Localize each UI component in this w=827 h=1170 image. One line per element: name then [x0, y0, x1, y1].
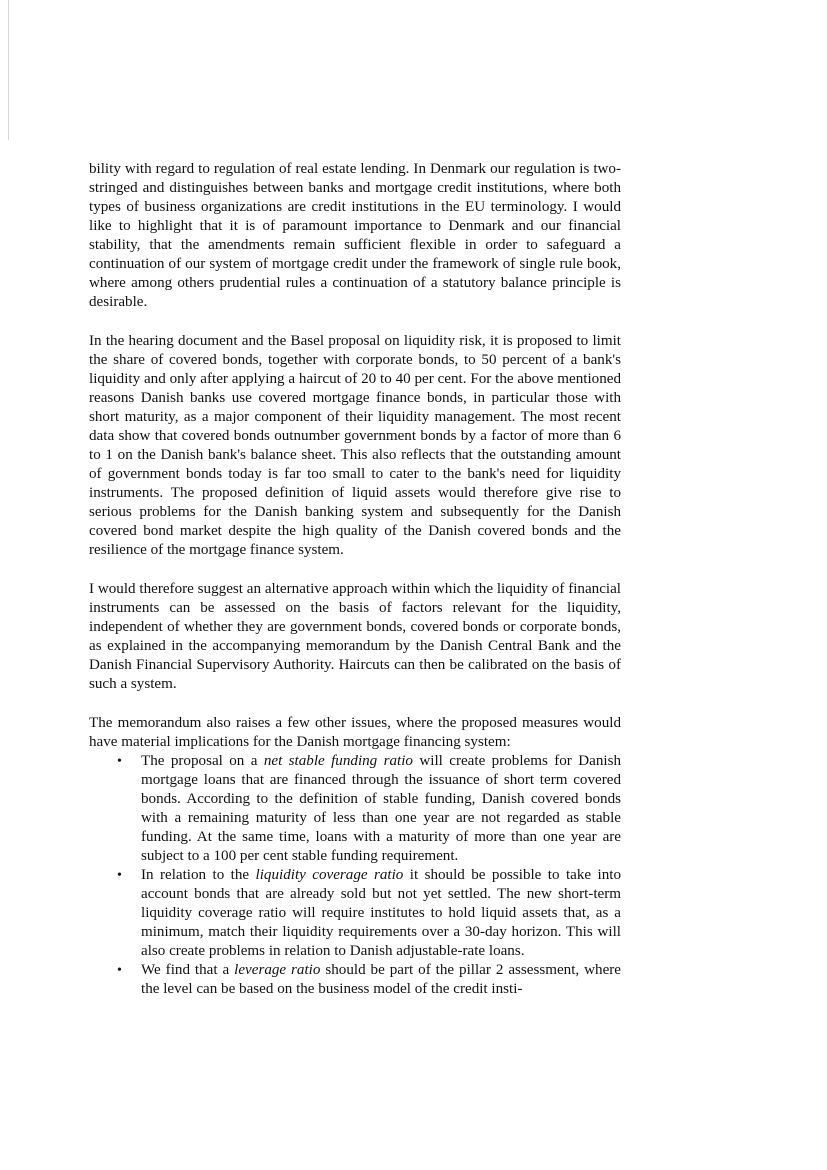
paragraph-liquidity-risk: In the hearing document and the Basel proposal on liquidity risk, it is proposed to limit the share of covered bonds, together with corporate bonds, to 50 percent of a bank's liquidity and only after applying a haircut of 20 to 40 per cent. For the above mentioned reasons Danish banks use covered mortgage finance bonds, in particular those with short maturity, as a major component of their liquidity management. The most recent data show that covered bonds outnumber government bonds by a factor of more than 6 to 1 on the Danish bank's balance sheet. This also reflects that the outstanding amount of government bonds today is far too small to cater to the bank's need for liquidity instruments. The proposed definition of liquid assets would therefore give rise to serious problems for the Danish banking system and subsequently for the Danish covered bond market despite the high quality of the Danish covered bonds and the resilience of the mortgage finance system. [89, 333, 621, 558]
issues-list [89, 752, 621, 999]
document-page [89, 160, 621, 999]
list-item-text-post: will create problems for Danish mortgage loans that are financed through the issuance of short term covered bonds. According to the definition of stable funding, Danish covered bonds with a remaining maturity of less than one year are not regarded as stable funding. At the same time, loans with a maturity of more than one year are subject to a 100 per cent stable funding requirement. [141, 753, 621, 864]
list-item-net-stable-funding [89, 752, 621, 866]
list-item-text-pre: The proposal on a [141, 753, 264, 769]
list-item-text-pre: We find that a [141, 962, 235, 978]
paragraph-alternative-approach: I would therefore suggest an alternative approach within which the liquidity of financial instruments can be assessed on the basis of factors relevant for the liquidity, independent of whether they are government bonds, covered bonds or corporate bonds, as explained in the accompanying memorandum by the Danish Central Bank and the Danish Financial Supervisory Authority. Haircuts can then be calibrated on the basis of such a system. [89, 581, 621, 692]
scan-edge-line [8, 0, 9, 140]
bullet-icon: • [117, 868, 122, 883]
paragraph-regulation: bility with regard to regulation of real estate lending. In Denmark our regulation is two-stringed and distinguishes between banks and mortgage credit institutions, where both types of business organizations are credit institutions in the EU terminology. I would like to highlight that it is of paramount importance to Denmark and our financial stability, that the amendments remain sufficient flexible in order to safeguard a continuation of our system of mortgage credit under the framework of single rule book, where among others prudential rules a continuation of a statutory balance principle is desirable. [89, 161, 621, 310]
list-item-term: liquidity coverage ratio [255, 867, 404, 883]
list-item-term: leverage ratio [234, 962, 321, 978]
bullet-icon: • [117, 754, 122, 769]
list-item-liquidity-coverage [89, 866, 621, 961]
list-item-text-pre: In relation to the [141, 867, 256, 883]
list-item-text-post: it should be possible to take into account bonds that are already sold but not yet settled. The new short-term liquidity coverage ratio will require institutes to hold liquid assets that, as a minimum, match their liquidity requirements over a 30-day horizon. This will also create problems in relation to Danish adjustable-rate loans. [141, 867, 621, 959]
list-item-term: net stable funding ratio [263, 753, 413, 769]
bullet-icon: • [117, 963, 122, 978]
list-item-leverage-ratio [89, 961, 621, 999]
paragraph-memorandum-issues: The memorandum also raises a few other issues, where the proposed measures would have material implications for the Danish mortgage financing system: [89, 715, 621, 750]
list-item-text-post: should be part of the pillar 2 assessment, where the level can be based on the business model of the credit insti- [141, 962, 621, 997]
